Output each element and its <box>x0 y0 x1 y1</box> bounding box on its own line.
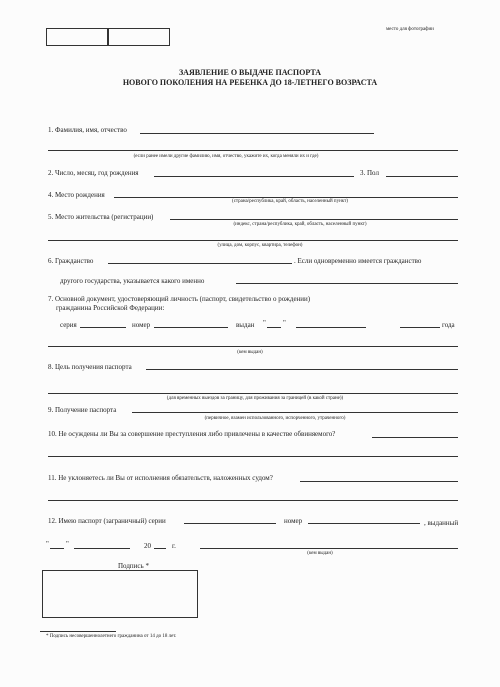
footnote: * Подпись несовершеннолетнего гражданина от 14 до 18 лет. <box>46 634 177 639</box>
photo-note: место для фотографии <box>386 27 434 32</box>
field-7-issued-by-line[interactable] <box>48 346 458 347</box>
field-5-hint-1: (индекс, страна/республика, край, область, населенный пункт) <box>233 222 367 227</box>
issued-day-line[interactable] <box>267 327 281 328</box>
field-7-label-line2: гражданина Российской Федерации: <box>56 304 165 312</box>
code-box-right[interactable] <box>107 28 170 46</box>
field-5-label: 5. Место жительства (регистрации) <box>48 213 154 221</box>
field-12-month-line[interactable] <box>74 548 130 549</box>
field-3-label: 3. Пол <box>360 169 379 177</box>
issued-year-line[interactable] <box>400 327 440 328</box>
footnote-divider <box>40 631 116 632</box>
field-2-input-line[interactable] <box>154 176 354 177</box>
signature-box[interactable] <box>42 570 198 618</box>
quote-close: " <box>283 319 286 327</box>
field-9-label: 9. Получение паспорта <box>48 406 117 414</box>
quote-open: " <box>263 319 266 327</box>
field-6-label: 6. Гражданство <box>48 257 94 265</box>
page-title-line2: НОВОГО ПОКОЛЕНИЯ НА РЕБЕНКА ДО 18-ЛЕТНЕГО ВОЗРАСТА <box>122 78 378 87</box>
field-12-number-line[interactable] <box>308 523 420 524</box>
code-box-left[interactable] <box>46 28 109 46</box>
field-6-input-line-2[interactable] <box>236 283 458 284</box>
field-9-input-line[interactable] <box>132 412 458 413</box>
field-5-input-line[interactable] <box>170 219 458 220</box>
field-6-line2: другого государства, указывается какого именно <box>60 277 205 285</box>
field-3-input-line[interactable] <box>386 176 458 177</box>
field-7-label-line1: 7. Основной документ, удостоверяющий личность (паспорт, свидетельство о рождении) <box>48 295 311 303</box>
field-12-g: г. <box>172 542 176 550</box>
field-8-label: 8. Цель получения паспорта <box>48 363 132 371</box>
field-4-hint: (страна/республика, край, область, населенный пункт) <box>232 199 348 204</box>
field-8-input-line[interactable] <box>146 369 458 370</box>
field-4-label: 4. Место рождения <box>48 191 105 199</box>
field-12-year-prefix: 20 <box>144 542 151 550</box>
field-12-series-line[interactable] <box>184 523 276 524</box>
field-8-hint: (для временных выездов за границу, для проживания за границей (в какой стране)) <box>166 396 344 401</box>
field-12-number-label: номер <box>284 517 303 525</box>
field-12-year-line[interactable] <box>154 548 166 549</box>
field-4-input-line[interactable] <box>114 197 458 198</box>
field-2-label: 2. Число, месяц, год рождения <box>48 169 139 177</box>
field-1-label: 1. Фамилия, имя, отчество <box>48 126 127 134</box>
field-1-hint: (если ранее имели другие фамилию, имя, отчество, укажите их, когда меняли их и где) <box>133 154 319 159</box>
number-input-line[interactable] <box>154 327 228 328</box>
field-12-quote-close: " <box>66 540 69 548</box>
field-12-day-line[interactable] <box>50 548 64 549</box>
field-11-label: 11. Не уклоняетесь ли Вы от исполнения обязательств, наложенных судом? <box>48 474 273 482</box>
field-5-input-line-2[interactable] <box>48 240 458 241</box>
field-11-input-line-2[interactable] <box>48 500 458 501</box>
number-label: номер <box>132 321 151 329</box>
field-12-issued-by-line[interactable] <box>200 548 458 549</box>
series-label: серия <box>60 321 77 329</box>
field-8-input-line-2[interactable] <box>48 393 458 394</box>
page-title-line1: ЗАЯВЛЕНИЕ О ВЫДАЧЕ ПАСПОРТА <box>178 68 322 77</box>
field-6-input-line[interactable] <box>108 263 292 264</box>
field-1-input-line-2[interactable] <box>48 150 458 151</box>
field-11-input-line[interactable] <box>300 481 458 482</box>
field-1-input-line[interactable] <box>140 133 374 134</box>
year-label: года <box>442 321 455 329</box>
field-12-quote-open: " <box>46 540 49 548</box>
field-12-issued-label: , выданный <box>424 519 459 527</box>
field-10-input-line[interactable] <box>372 437 458 438</box>
series-input-line[interactable] <box>80 327 126 328</box>
issued-label: выдан <box>236 321 255 329</box>
signature-label: Подпись * <box>118 562 149 570</box>
field-5-hint-2: (улица, дом, корпус, квартира, телефон) <box>217 243 303 248</box>
field-12-issued-by-hint: (кем выдан) <box>307 551 333 556</box>
field-7-issued-by-hint: (кем выдан) <box>237 350 263 355</box>
field-6-tail: . Если одновременно имеется гражданство <box>294 257 422 265</box>
field-9-hint: (первичное, взамен использованного, испорченного, утраченного) <box>204 416 346 421</box>
field-10-label: 10. Не осуждены ли Вы за совершение преступления либо привлечены в качестве обвиняемого? <box>48 430 336 438</box>
field-10-input-line-2[interactable] <box>48 456 458 457</box>
field-12-label: 12. Имею паспорт (заграничный) серии <box>48 517 166 525</box>
issued-month-line[interactable] <box>296 327 366 328</box>
